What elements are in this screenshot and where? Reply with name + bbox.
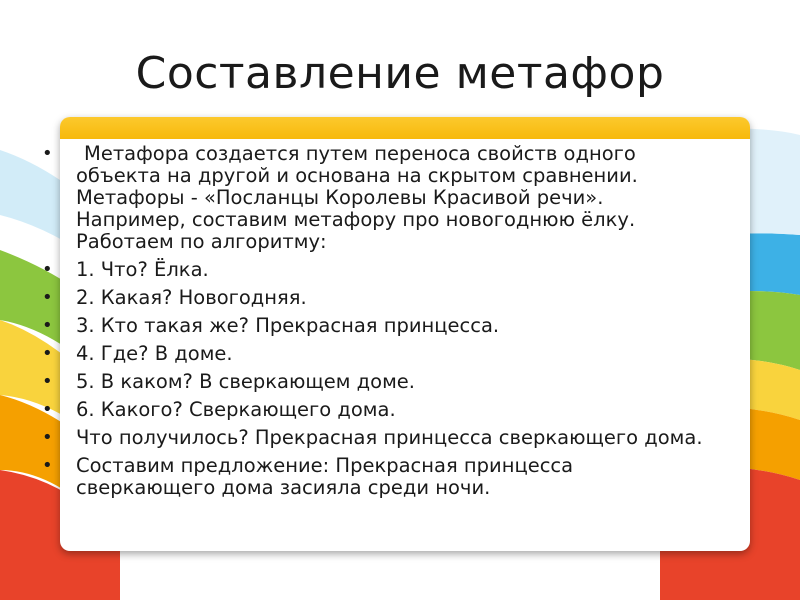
list-item-text: Метафора создается путем переноса свойств одного объекта на другой и основана на скрытом сравнении. Метафоры - «Посланцы Королевы Красивой речи». Например, составим метафору про новогоднюю ёлку. Работаем по алгоритму:: [76, 142, 638, 253]
list-item-text: 5. В каком? В сверкающем доме.: [76, 370, 415, 393]
list-item-text: 3. Кто такая же? Прекрасная принцесса.: [76, 314, 500, 337]
list-item: [38, 455, 738, 499]
bullet-icon: •: [42, 287, 53, 308]
bullet-icon: •: [42, 455, 53, 476]
list-item-text: Что получилось? Прекрасная принцесса сверкающего дома.: [76, 426, 703, 449]
list-item: [38, 287, 738, 309]
card-accent-band: [60, 117, 750, 139]
bullet-icon: •: [42, 371, 53, 392]
bullet-icon: •: [42, 143, 53, 164]
list-item: [38, 143, 738, 253]
list-item: [38, 371, 738, 393]
list-item-text: 6. Какого? Сверкающего дома.: [76, 398, 396, 421]
bullet-icon: •: [42, 343, 53, 364]
bullet-icon: •: [42, 427, 53, 448]
list-item-text: 4. Где? В доме.: [76, 342, 233, 365]
list-item: [38, 343, 738, 365]
list-item: [38, 399, 738, 421]
bullet-list: [38, 143, 738, 505]
bullet-icon: •: [42, 399, 53, 420]
list-item: [38, 259, 738, 281]
list-item-text: Составим предложение: Прекрасная принцесса сверкающего дома засияла среди ночи.: [76, 454, 574, 499]
list-item: [38, 315, 738, 337]
list-item: [38, 427, 738, 449]
bullet-icon: •: [42, 259, 53, 280]
slide-title: Составление метафор: [135, 48, 665, 99]
bullet-icon: •: [42, 315, 53, 336]
list-item-text: 1. Что? Ёлка.: [76, 258, 209, 281]
list-item-text: 2. Какая? Новогодняя.: [76, 286, 307, 309]
